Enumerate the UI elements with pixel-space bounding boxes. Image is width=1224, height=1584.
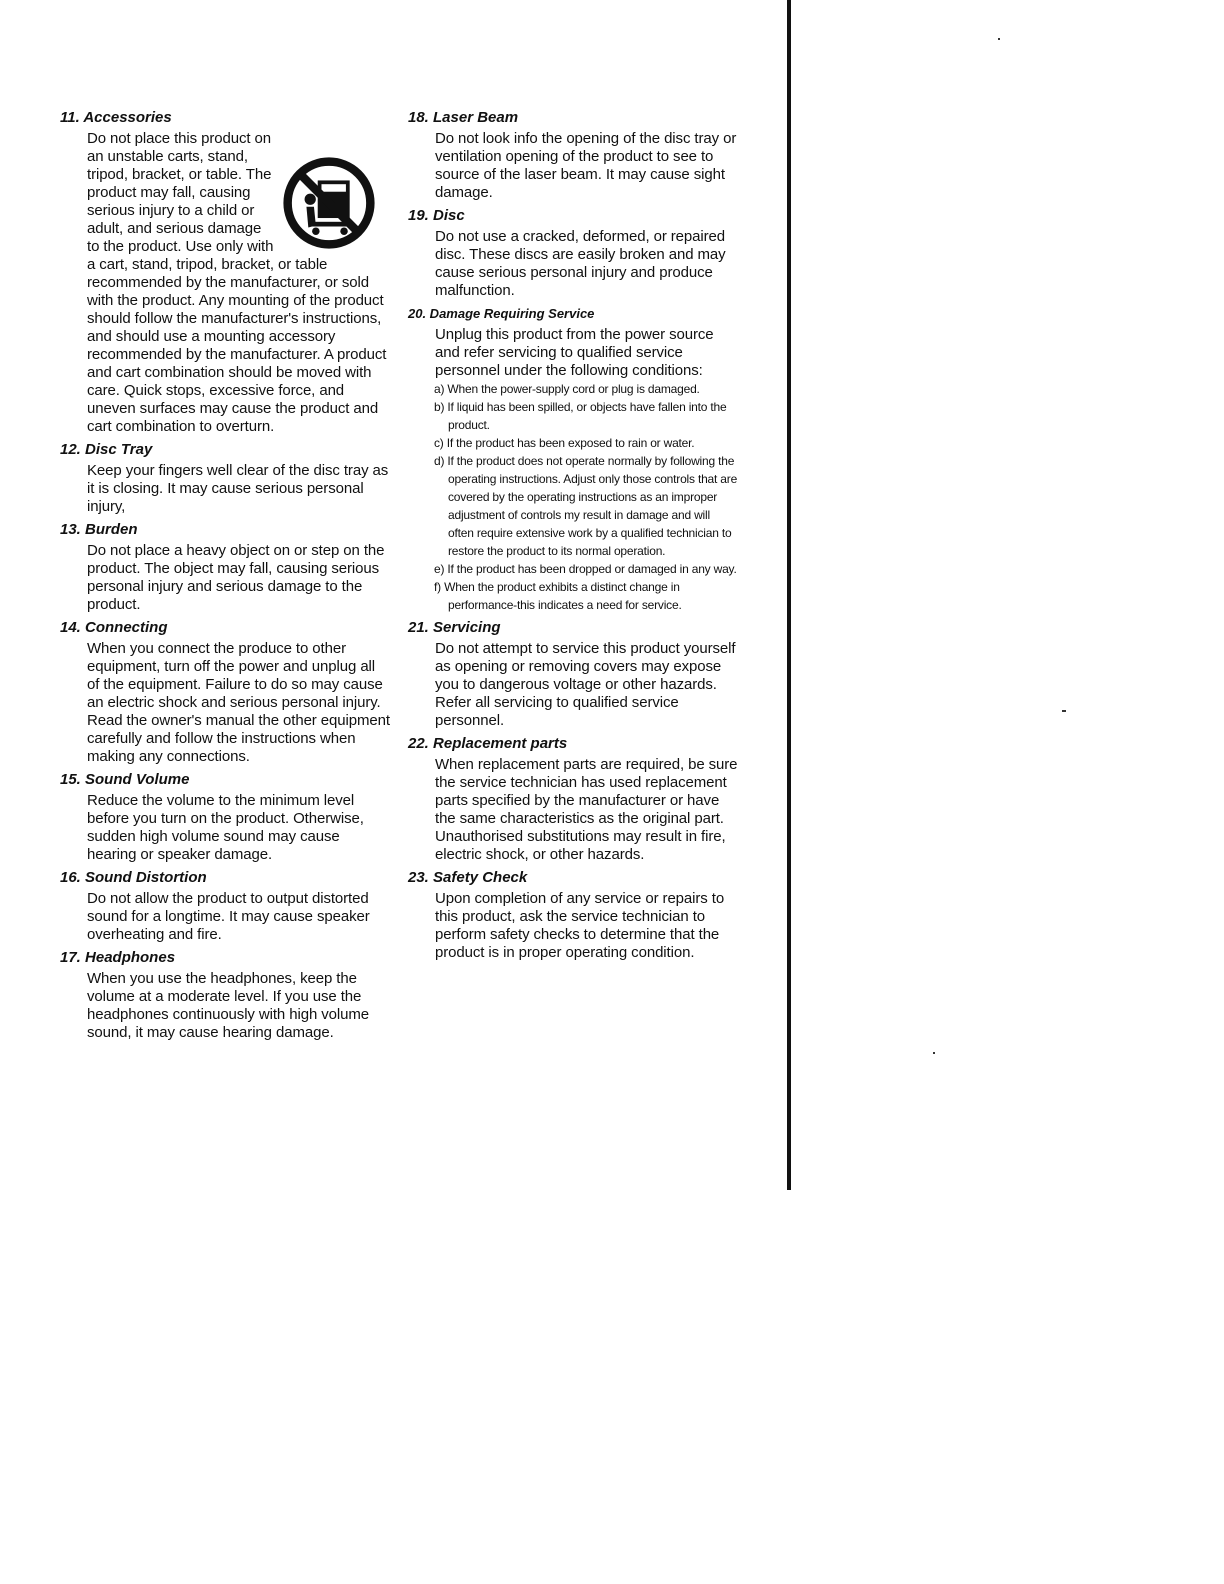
- section-heading: 12. Disc Tray: [60, 441, 153, 458]
- conditions-list: [434, 380, 738, 614]
- section-heading: 16. Sound Distortion: [60, 869, 207, 886]
- section-body: When you connect the produce to other equipment, turn off the power and unplug all of the equipment. Failure to do so may cause an electric shock and serious personal injury. Read the owner's manual the other equipment carefully and follow the instructions when making any connections.: [87, 640, 390, 765]
- section-body: When you use the headphones, keep the volume at a moderate level. If you use the headphones continuously with high volume sound, it may cause hearing damage.: [87, 970, 370, 1041]
- section-body: Do not attempt to service this product yourself as opening or removing covers may expose you to dangerous voltage or other hazards. Refer all servicing to qualified service personnel.: [435, 640, 736, 729]
- column-divider-rule: [787, 0, 791, 1190]
- section-headphones: [60, 948, 390, 1042]
- list-item: c) If the product has been exposed to rain or water.: [434, 436, 695, 450]
- scan-speck: [1062, 710, 1066, 712]
- left-column: [60, 108, 390, 1046]
- section-body: Do not place a heavy object on or step on the product. The object may fall, causing serious personal injury and serious damage to the product.: [87, 542, 385, 613]
- section-burden: [60, 520, 390, 614]
- list-item: d) If the product does not operate normally by following the operating instructions. Adjust only those controls that are covered by the operating instructions as an improper adjustment of controls my result in damage and will often require extensive work by a qualified technician to restore the product to its normal operation.: [434, 454, 738, 558]
- section-heading: 13. Burden: [60, 521, 138, 538]
- section-servicing: [408, 618, 738, 730]
- list-item: a) When the power-supply cord or plug is damaged.: [434, 382, 700, 396]
- section-laser-beam: [408, 108, 738, 202]
- section-heading: 14. Connecting: [60, 619, 168, 636]
- section-sound-distortion: [60, 868, 390, 944]
- section-heading: 15. Sound Volume: [60, 771, 190, 788]
- section-accessories: [60, 108, 390, 436]
- section-body: Do not place this product on an unstable carts, stand, tripod, bracket, or table. The product may fall, causing serious injury to a child or adult, and serious damage to the product. Use only with a cart, stand, tripod, bracket, or table recommended by the manufacturer, or sold with the product. Any mounting of the product should follow the manufacturer's instructions, and should use a mounting accessory recommended by the manufacturer. A product and cart combination should be moved with care. Quick stops, excessive force, and uneven surfaces may cause the product and cart combination to overturn.: [87, 130, 387, 435]
- section-heading: 20. Damage Requiring Service: [408, 306, 595, 321]
- list-item: f) When the product exhibits a distinct change in performance-this indicates a need for service.: [434, 580, 682, 612]
- section-damage-requiring-service: [408, 304, 738, 614]
- section-body: Do not use a cracked, deformed, or repaired disc. These discs are easily broken and may cause serious personal injury and produce malfunction.: [435, 228, 726, 299]
- scan-speck: [998, 38, 1000, 40]
- section-heading: 17. Headphones: [60, 949, 176, 966]
- section-body: Unplug this product from the power source and refer servicing to qualified service personnel under the following conditions:: [435, 326, 714, 379]
- section-heading: 19. Disc: [408, 207, 465, 224]
- section-body: Do not allow the product to output distorted sound for a longtime. It may cause speaker overheating and fire.: [87, 890, 370, 943]
- section-body: When replacement parts are required, be sure the service technician has used replacement parts specified by the manufacturer or have the same characteristics as the original part. Unauthorised substitutions may result in fire, electric shock, or other hazards.: [435, 756, 738, 863]
- no-cart-tipover-icon: [282, 156, 376, 250]
- section-body: Upon completion of any service or repairs to this product, ask the service technician to perform safety checks to determine that the product is in proper operating condition.: [435, 890, 725, 961]
- section-body: Reduce the volume to the minimum level before you turn on the product. Otherwise, sudden high volume sound may cause hearing or speaker damage.: [87, 792, 364, 863]
- section-body: Do not look info the opening of the disc tray or ventilation opening of the product to see to source of the laser beam. It may cause sight damage.: [435, 130, 737, 201]
- section-replacement-parts: [408, 734, 738, 864]
- section-heading: 11. Accessories: [60, 109, 172, 126]
- section-sound-volume: [60, 770, 390, 864]
- scan-speck: [933, 1052, 935, 1054]
- section-disc: [408, 206, 738, 300]
- section-heading: 18. Laser Beam: [408, 109, 519, 126]
- section-connecting: [60, 618, 390, 766]
- section-heading: 21. Servicing: [408, 619, 501, 636]
- section-heading: 23. Safety Check: [408, 869, 528, 886]
- list-item: b) If liquid has been spilled, or objects have fallen into the product.: [434, 400, 727, 432]
- section-body: Keep your fingers well clear of the disc tray as it is closing. It may cause serious personal injury,: [87, 462, 389, 515]
- list-item: e) If the product has been dropped or damaged in any way.: [434, 562, 737, 576]
- section-heading: 22. Replacement parts: [408, 735, 568, 752]
- section-disc-tray: [60, 440, 390, 516]
- right-column: [408, 108, 738, 966]
- section-safety-check: [408, 868, 738, 962]
